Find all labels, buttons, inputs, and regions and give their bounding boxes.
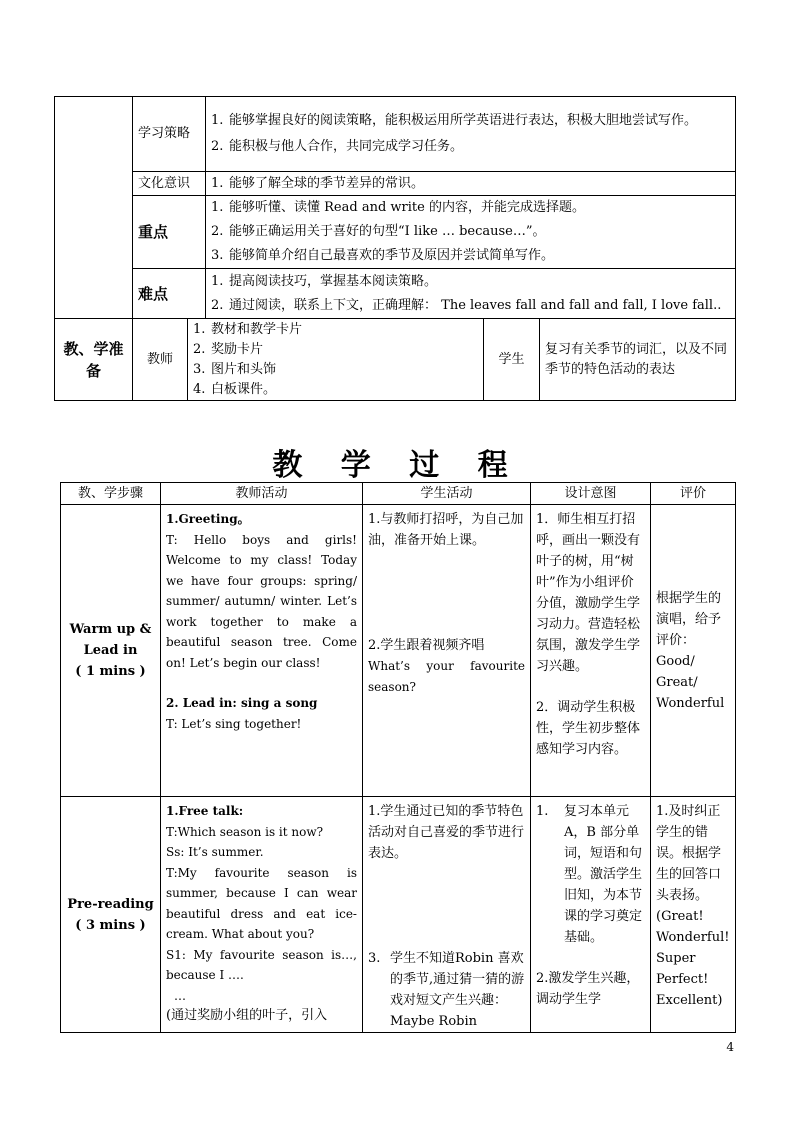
prereading-teacher-line: Ss: It’s summer. [166, 845, 264, 859]
difficulties-content: 1. 提高阅读技巧，掌握基本阅读策略。 2. 通过阅读，联系上下文，正确理解： The leaves fall and fall and fall, I love fall.. [206, 269, 736, 319]
header-step: 教、学步骤 [61, 483, 161, 505]
header-intent: 设计意图 [531, 483, 651, 505]
culture-item-1: 能够了解全球的季节差异的常识。 [229, 175, 425, 191]
key-points-content: 1. 能够听懂、读懂 Read and write 的内容，并能完成选择题。 2. 能够正确运用关于喜好的句型“I like … because…”。 3. 能够简单介绍自己最喜欢的季节及原因并尝试简单写作。 [206, 196, 736, 269]
prereading-teacher-heading: 1.Free talk: [166, 804, 244, 818]
warmup-teacher-heading-1: 1.Greeting。 [166, 512, 250, 526]
header-teacher: 教师活动 [161, 483, 363, 505]
prereading-student-1: 1.学生通过已知的季节特色活动对自己喜爱的季节进行表达。 [368, 804, 525, 861]
strategy-label: 学习策略 [133, 97, 206, 172]
prereading-student-3: 学生不知道Robin 喜欢的季节,通过猜一猜的游戏对短文产生兴趣：Maybe Robin [390, 951, 525, 1029]
warmup-teacher [161, 505, 363, 797]
student-label: 学生 [484, 319, 540, 401]
process-table [60, 482, 736, 1033]
prereading-student-3-num: 3. [368, 951, 381, 966]
prereading-teacher [161, 797, 363, 1033]
teacher-prep-item-3: 图片和头饰 [211, 361, 277, 377]
prereading-intent-1-num: 1. [536, 804, 549, 819]
strategy-item-2: 能积极与他人合作，共同完成学习任务。 [229, 139, 464, 154]
objectives-table [54, 96, 736, 401]
warmup-student-2: 2.学生跟着视频齐唱 [368, 638, 485, 653]
teacher-prep-item-4: 白板课件。 [211, 381, 277, 397]
warmup-student-3: What’s your favourite season? [368, 659, 525, 694]
prereading-teacher-line: S1: My favourite season is…, because I …. [166, 947, 357, 982]
prereading-student [363, 797, 531, 1033]
difficulty-1: 提高阅读技巧，掌握基本阅读策略。 [229, 273, 438, 289]
header-evaluation: 评价 [651, 483, 736, 505]
prereading-intent-1: 复习本单元A，B 部分单词，短语和句型。激活学生旧知，为本节课的学习奠定基础。 [564, 804, 643, 945]
culture-content: 1. 能够了解全球的季节差异的常识。 [206, 172, 736, 196]
warmup-intent-2: 2．调动学生积极性，学生初步整体感知学习内容。 [536, 700, 641, 757]
warmup-student-1: 1.与教师打招呼，为自己加油，准备开始上课。 [368, 512, 524, 548]
prereading-teacher-line: (通过奖励小组的叶子，引入 [166, 1008, 328, 1023]
page-number: 4 [726, 1040, 734, 1054]
warmup-student [363, 505, 531, 797]
prereading-evaluation: 1.及时纠正学生的错误。根据学生的回答口头表扬。(Great! Wonderful! Super Perfect! Excellent) [651, 797, 736, 1033]
key-point-3: 能够简单介绍自己最喜欢的季节及原因并尝试简单写作。 [229, 248, 555, 263]
key-point-2: 能够正确运用关于喜好的句型“I like … because…”。 [229, 224, 546, 239]
warmup-step [61, 505, 161, 797]
teacher-prep-list: 1. 教材和教学卡片 2. 奖励卡片 3. 图片和头饰 4. 白板课件。 [188, 319, 484, 401]
warmup-evaluation: 根据学生的演唱，给予评价：Good/ Great/ Wonderful [651, 505, 736, 797]
prereading-step-line: ( 3 mins ) [75, 917, 146, 933]
prereading-teacher-line: T:My favourite season is summer, because I can wear beautiful dress and eat ice-cream. What about you? [166, 865, 357, 941]
prereading-step-line: Pre-reading [67, 896, 154, 912]
teacher-prep-item-1: 教材和教学卡片 [211, 321, 303, 337]
teacher-label: 教师 [133, 319, 188, 401]
teacher-prep-item-2: 奖励卡片 [211, 341, 264, 357]
prep-label: 教、学准 备 [55, 319, 133, 401]
strategy-content: 1. 能够掌握良好的阅读策略，能积极运用所学英语进行表达，积极大胆地尝试写作。 2. 能积极与他人合作，共同完成学习任务。 [206, 97, 736, 172]
page-title: 教 学 过 程 [272, 448, 522, 483]
blank-left-cell [55, 97, 133, 319]
warmup-teacher-text-2: T: Let’s sing together! [166, 716, 302, 731]
warmup-step-line: Warm up & [69, 622, 152, 637]
header-student: 学生活动 [363, 483, 531, 505]
warmup-intent [531, 505, 651, 797]
difficulty-2: 通过阅读，联系上下文，正确理解： The leaves fall and fall and fall, I love fall.. [229, 297, 722, 313]
prereading-step [61, 797, 161, 1033]
key-point-1: 能够听懂、读懂 Read and write 的内容，并能完成选择题。 [229, 200, 585, 215]
warmup-intent-1: 1．师生相互打招呼，画出一颗没有叶子的树，用“树叶”作为小组评价分值，激励学生学习动力。营造轻松氛围，激发学生学习兴趣。 [536, 512, 641, 674]
prereading-intent [531, 797, 651, 1033]
difficulties-label: 难点 [133, 269, 206, 319]
warmup-step-line: ( 1 mins ) [75, 664, 146, 679]
culture-label: 文化意识 [133, 172, 206, 196]
warmup-teacher-text-1: T: Hello boys and girls! Welcome to my class! Today we have four groups: spring/ summer/ autumn/ winter. Let’s work together to make a beautiful season tree. Come on! Let’s begin our class! [166, 532, 357, 670]
warmup-teacher-heading-2: 2. Lead in: sing a song [166, 696, 318, 710]
prereading-intent-2: 2.激发学生兴趣，调动学生学 [536, 971, 640, 1007]
warmup-step-line: Lead in [83, 643, 138, 658]
student-prep-text: 复习有关季节的词汇，以及不同季节的特色活动的表达 [540, 319, 736, 401]
prereading-teacher-line: … [174, 988, 186, 1003]
prereading-teacher-line: T:Which season is it now? [166, 824, 324, 839]
key-points-label: 重点 [133, 196, 206, 269]
strategy-item-1: 能够掌握良好的阅读策略，能积极运用所学英语进行表达，积极大胆地尝试写作。 [229, 113, 698, 128]
